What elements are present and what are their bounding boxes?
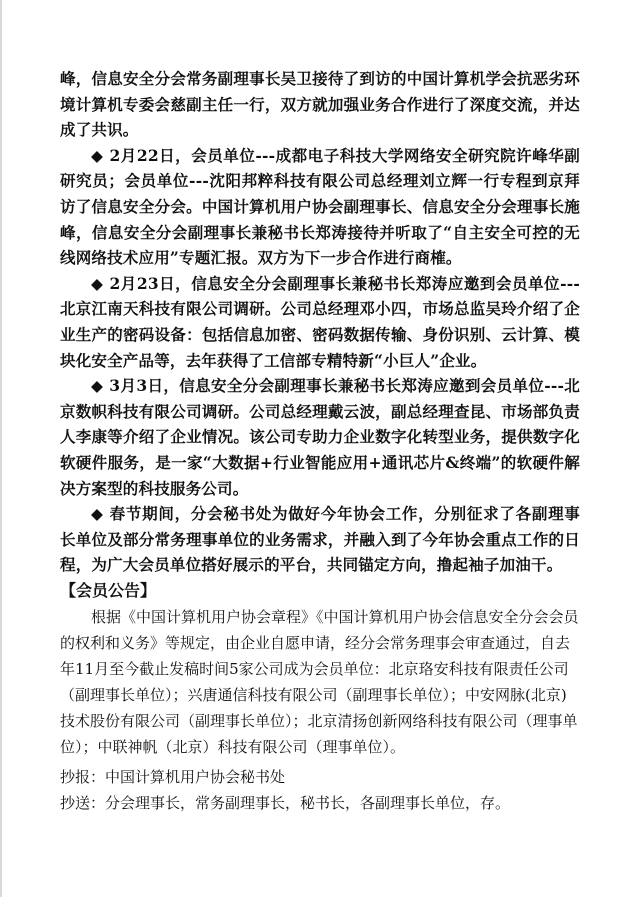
bullet-item [60, 271, 580, 373]
diamond-bullet-icon: ◆ [91, 504, 104, 524]
bullet-text: 3月3日，信息安全分会副理事长兼秘书长郑涛应邀到会员单位---北京数帜科技有限公司调研。公司总经理戴云波，副总经理查昆、市场部负责人李康等介绍了企业情况。该公司专助力企业数字化转型业务，提供数字化软硬件服务，是一家“大数据+行业智能应用+通讯芯片&终端”的软硬件解决方案型的科技服务公司。 [60, 376, 580, 498]
diamond-bullet-icon: ◆ [91, 273, 104, 293]
bullet-item [60, 501, 580, 578]
document-page [60, 66, 580, 816]
bullet-text: 2月22日，会员单位---成都电子科技大学网络安全研究院许峰华副研究员；会员单位---沈阳邦粹科技有限公司总经理刘立辉一行专程到京拜访了信息安全分会。中国计算机用户协会副理事长、信息安全分会理事长施峰，信息安全分会副理事长兼秘书长郑涛接待并听取了“自主安全可控的无线网络技术应用”专题汇报。双方为下一步合作进行商榷。 [60, 145, 580, 268]
diamond-bullet-icon: ◆ [91, 145, 104, 165]
bullet-text: 春节期间，分会秘书处为做好今年协会工作，分别征求了各副理事长单位及部分常务理事单位的业务需求，并融入到了今年协会重点工作的日程，为广大会员单位搭好展示的平台，共同锚定方向，撸起袖子加油干。 [60, 504, 580, 575]
copy-to-line: 抄送：分会理事长，常务副理事长，秘书长，各副理事长单位，存。 [60, 793, 511, 812]
bullet-item [60, 373, 580, 501]
page-edge [0, 0, 2, 897]
report-to-line: 抄报：中国计算机用户协会秘书处 [60, 767, 286, 786]
notice-title: 【会员公告】 [60, 580, 157, 600]
intro-paragraph: 峰，信息安全分会常务副理事长吴卫接待了到访的中国计算机学会抗恶劣环境计算机专委会慈副主任一行，双方就加强业务合作进行了深度交流，并达成了共识。 [60, 69, 580, 140]
bullet-item [60, 143, 580, 271]
notice-body: 根据《中国计算机用户协会章程》《中国计算机用户协会信息安全分会会员的权利和义务》等规定，由企业自愿申请，经分会常务理事会审查通过，自去年11月至今截止发稿时间5家公司成为会员单位：北京珞安科技有限责任公司（副理事长单位）；兴唐通信科技有限公司（副理事长单位）；中安网脉(北京)技术股份有限公司（副理事长单位）；北京清扬创新网络科技有限公司（理事单位）；中联神帆（北京）科技有限公司（理事单位）。 [60, 607, 579, 756]
diamond-bullet-icon: ◆ [91, 376, 104, 396]
bullet-text: 2月23日，信息安全分会副理事长兼秘书长郑涛应邀到会员单位---北京江南天科技有限公司调研。公司总经理邓小四，市场总监吴玲介绍了企业生产的密码设备：包括信息加密、密码数据传输、身份识别、云计算、模块化安全产品等，去年获得了工信部专精特新“小巨人”企业。 [60, 273, 580, 370]
